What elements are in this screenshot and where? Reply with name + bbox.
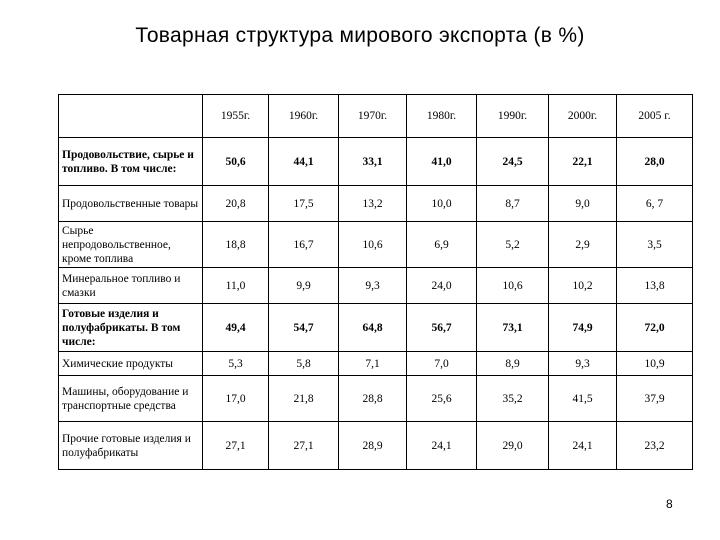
value-cell: 23,2 — [617, 422, 693, 470]
value-cell: 54,7 — [269, 304, 339, 352]
value-cell: 9,9 — [269, 268, 339, 304]
value-cell: 73,1 — [477, 304, 549, 352]
row-label: Готовые изделия и полуфабрикаты. В том числе: — [59, 304, 203, 352]
table-row — [59, 138, 693, 186]
value-cell: 10,6 — [339, 222, 407, 268]
table-row — [59, 352, 693, 376]
value-cell: 74,9 — [549, 304, 617, 352]
value-cell: 72,0 — [617, 304, 693, 352]
year-header: 1955г. — [203, 95, 269, 138]
value-cell: 8,9 — [477, 352, 549, 376]
row-label: Продовольственные товары — [59, 186, 203, 222]
value-cell: 35,2 — [477, 376, 549, 422]
value-cell: 24,5 — [477, 138, 549, 186]
table-row — [59, 376, 693, 422]
year-header: 1980г. — [407, 95, 477, 138]
export-structure-table — [58, 94, 693, 470]
slide-title: Товарная структура мирового экспорта (в %) — [135, 24, 585, 47]
header-corner-cell — [59, 95, 203, 138]
value-cell: 28,0 — [617, 138, 693, 186]
row-label: Продовольствие, сырье и топливо. В том числе: — [59, 138, 203, 186]
table-row — [59, 186, 693, 222]
table-row — [59, 222, 693, 268]
row-label: Сырье непродовольственное, кроме топлива — [59, 222, 203, 268]
value-cell: 17,5 — [269, 186, 339, 222]
value-cell: 8,7 — [477, 186, 549, 222]
year-header: 2005 г. — [617, 95, 693, 138]
value-cell: 16,7 — [269, 222, 339, 268]
value-cell: 44,1 — [269, 138, 339, 186]
value-cell: 28,8 — [339, 376, 407, 422]
value-cell: 6,9 — [407, 222, 477, 268]
year-header: 1960г. — [269, 95, 339, 138]
value-cell: 41,0 — [407, 138, 477, 186]
value-cell: 10,6 — [477, 268, 549, 304]
year-header: 1970г. — [339, 95, 407, 138]
value-cell: 3,5 — [617, 222, 693, 268]
value-cell: 5,2 — [477, 222, 549, 268]
value-cell: 13,8 — [617, 268, 693, 304]
value-cell: 9,0 — [549, 186, 617, 222]
value-cell: 7,0 — [407, 352, 477, 376]
value-cell: 18,8 — [203, 222, 269, 268]
value-cell: 27,1 — [269, 422, 339, 470]
value-cell: 64,8 — [339, 304, 407, 352]
value-cell: 10,0 — [407, 186, 477, 222]
page-number: 8 — [666, 497, 673, 511]
value-cell: 10,9 — [617, 352, 693, 376]
row-label: Прочие готовые изделия и полуфабрикаты — [59, 422, 203, 470]
table-row — [59, 422, 693, 470]
value-cell: 13,2 — [339, 186, 407, 222]
value-cell: 24,1 — [407, 422, 477, 470]
value-cell: 7,1 — [339, 352, 407, 376]
value-cell: 27,1 — [203, 422, 269, 470]
value-cell: 17,0 — [203, 376, 269, 422]
table-row — [59, 268, 693, 304]
value-cell: 25,6 — [407, 376, 477, 422]
value-cell: 2,9 — [549, 222, 617, 268]
value-cell: 20,8 — [203, 186, 269, 222]
row-label: Химические продукты — [59, 352, 203, 376]
value-cell: 9,3 — [549, 352, 617, 376]
value-cell: 33,1 — [339, 138, 407, 186]
value-cell: 50,6 — [203, 138, 269, 186]
value-cell: 10,2 — [549, 268, 617, 304]
year-header: 1990г. — [477, 95, 549, 138]
table-row — [59, 304, 693, 352]
value-cell: 5,3 — [203, 352, 269, 376]
value-cell: 56,7 — [407, 304, 477, 352]
row-label: Минеральное топливо и смазки — [59, 268, 203, 304]
value-cell: 22,1 — [549, 138, 617, 186]
value-cell: 6, 7 — [617, 186, 693, 222]
value-cell: 49,4 — [203, 304, 269, 352]
value-cell: 37,9 — [617, 376, 693, 422]
value-cell: 5,8 — [269, 352, 339, 376]
value-cell: 24,0 — [407, 268, 477, 304]
value-cell: 29,0 — [477, 422, 549, 470]
value-cell: 21,8 — [269, 376, 339, 422]
year-header: 2000г. — [549, 95, 617, 138]
value-cell: 9,3 — [339, 268, 407, 304]
value-cell: 41,5 — [549, 376, 617, 422]
value-cell: 11,0 — [203, 268, 269, 304]
row-label: Машины, оборудование и транспортные средства — [59, 376, 203, 422]
value-cell: 24,1 — [549, 422, 617, 470]
header-row — [59, 95, 693, 138]
value-cell: 28,9 — [339, 422, 407, 470]
